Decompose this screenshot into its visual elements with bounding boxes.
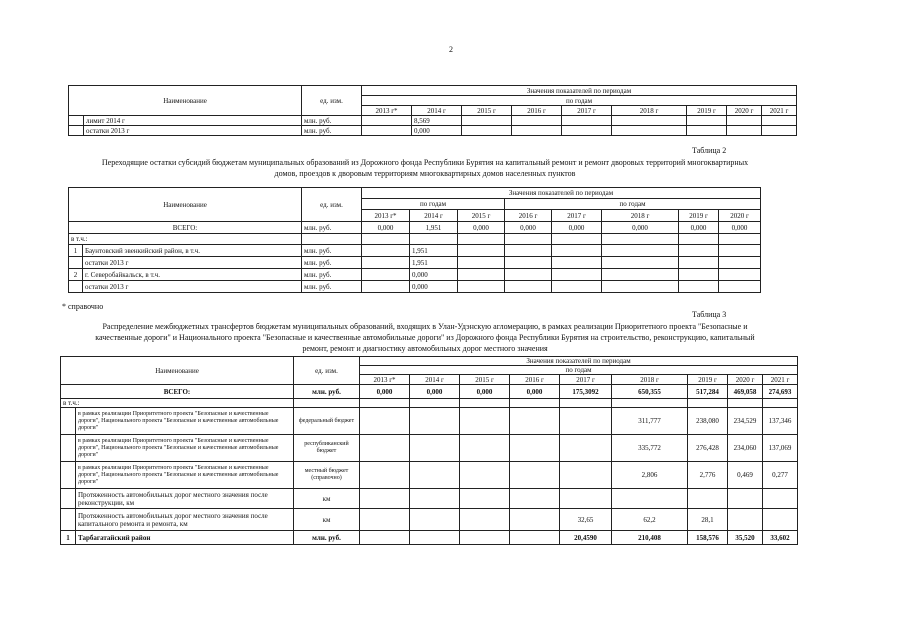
row-num bbox=[69, 281, 83, 293]
row-value bbox=[763, 509, 798, 531]
col-header-values: Значения показателей по периодам bbox=[362, 86, 797, 96]
row-value: 2,806 bbox=[612, 462, 688, 489]
row-value bbox=[560, 489, 612, 509]
row-value: 0,000 bbox=[410, 385, 460, 399]
row-unit: федеральный бюджет bbox=[294, 408, 360, 435]
row-value: 276,428 bbox=[688, 435, 728, 462]
row-value: 517,284 bbox=[688, 385, 728, 399]
year-header: 2017 г bbox=[562, 106, 612, 116]
year-header: 2019 г bbox=[687, 106, 727, 116]
row-value: 0,000 bbox=[410, 281, 458, 293]
col-header-values: Значения показателей по периодам bbox=[362, 188, 761, 199]
year-header: 2015 г bbox=[460, 375, 510, 385]
total-row bbox=[61, 385, 798, 399]
row-unit: км bbox=[294, 489, 360, 509]
row-unit: млн. руб. bbox=[294, 531, 360, 545]
district-row bbox=[61, 531, 798, 545]
col-header-by-years: по годам bbox=[505, 199, 761, 210]
row-value bbox=[410, 408, 460, 435]
year-header: 2016 г bbox=[510, 375, 560, 385]
row-value bbox=[560, 408, 612, 435]
year-header: 2020 г bbox=[727, 106, 762, 116]
row-value bbox=[360, 509, 410, 531]
row-unit: млн. руб. bbox=[302, 257, 362, 269]
incl-row bbox=[61, 399, 798, 408]
row-name: Протяженность автомобильных дорог местного значения после капитального ремонта и ремонта, км bbox=[76, 509, 294, 531]
table-2-label: Таблица 2 bbox=[692, 146, 727, 155]
row-value: 0,000 bbox=[362, 222, 410, 234]
row-name: остатки 2013 г bbox=[84, 126, 302, 136]
row-unit: млн. руб. bbox=[302, 269, 362, 281]
row-name: Протяженность автомобильных дорог местного значения после реконструкции, км bbox=[76, 489, 294, 509]
row-value: 0,000 bbox=[510, 385, 560, 399]
row-value bbox=[728, 489, 763, 509]
table-row bbox=[61, 435, 798, 462]
row-unit: млн. руб. bbox=[302, 116, 362, 126]
year-header: 2013 г* bbox=[362, 106, 412, 116]
col-header-unit: ед. изм. bbox=[302, 86, 362, 116]
row-value: 1,951 bbox=[410, 257, 458, 269]
col-header-by-years: по годам bbox=[362, 199, 505, 210]
col-header-by-years: по годам bbox=[362, 96, 797, 106]
row-num bbox=[69, 257, 83, 269]
row-value: 33,602 bbox=[763, 531, 798, 545]
row-value bbox=[410, 509, 460, 531]
row-value: 238,080 bbox=[688, 408, 728, 435]
year-header: 2017 г bbox=[560, 375, 612, 385]
year-header: 2018 г bbox=[602, 210, 679, 222]
row-value bbox=[410, 435, 460, 462]
row-value: 0,000 bbox=[505, 222, 552, 234]
table-row bbox=[61, 462, 798, 489]
table-row bbox=[69, 116, 797, 126]
year-header: 2020 г bbox=[728, 375, 763, 385]
page-number: 2 bbox=[449, 45, 453, 54]
row-value: 0,469 bbox=[728, 462, 763, 489]
row-value: 650,355 bbox=[612, 385, 688, 399]
year-header: 2013 г* bbox=[362, 210, 410, 222]
col-header-unit: ед. изм. bbox=[302, 188, 362, 222]
table-2-title: Переходящие остатки субсидий бюджетам муниципальных образований из Дорожного фонда Республики Бурятия на капитальный ремонт и ремонт дворовых территорий многоквартирных домов, проездов к дворовым территориям многоквартирных домов населенных пунктов bbox=[101, 158, 749, 178]
row-unit: млн. руб. bbox=[302, 245, 362, 257]
table-row bbox=[69, 257, 761, 269]
row-value: 62,2 bbox=[612, 509, 688, 531]
table-row bbox=[69, 245, 761, 257]
table-row bbox=[61, 489, 798, 509]
row-value bbox=[560, 435, 612, 462]
row-name: остатки 2013 г bbox=[83, 281, 302, 293]
row-value bbox=[510, 435, 560, 462]
incl-label: в т.ч.: bbox=[61, 399, 294, 408]
year-header: 2017 г bbox=[552, 210, 602, 222]
col-header-name: Наименование bbox=[61, 357, 294, 385]
row-unit: местный бюджет (справочно) bbox=[294, 462, 360, 489]
row-value bbox=[460, 408, 510, 435]
row-value: 137,346 bbox=[763, 408, 798, 435]
year-header: 2015 г bbox=[462, 106, 512, 116]
row-value bbox=[360, 462, 410, 489]
row-num: 1 bbox=[69, 245, 83, 257]
row-unit: млн. руб. bbox=[302, 281, 362, 293]
row-num: 1 bbox=[61, 531, 76, 545]
row-value bbox=[410, 489, 460, 509]
row-name: Тарбагатайский район bbox=[76, 531, 294, 545]
row-value: 175,3092 bbox=[560, 385, 612, 399]
row-unit: республиканский бюджет bbox=[294, 435, 360, 462]
year-header: 2015 г bbox=[458, 210, 505, 222]
table-row bbox=[69, 126, 797, 136]
year-header: 2018 г bbox=[612, 375, 688, 385]
row-value: 32,65 bbox=[560, 509, 612, 531]
table-row bbox=[69, 281, 761, 293]
col-header-unit: ед. изм. bbox=[294, 357, 360, 385]
row-name: в рамках реализации Приоритетного проекта "Безопасные и качественные дороги", Национального проекта "Безопасные и качественные автомобильные дороги" bbox=[76, 462, 294, 489]
year-header: 2019 г bbox=[679, 210, 719, 222]
year-header: 2018 г bbox=[612, 106, 687, 116]
year-header: 2021 г bbox=[763, 375, 798, 385]
row-value: 469,058 bbox=[728, 385, 763, 399]
row-name: в рамках реализации Приоритетного проекта "Безопасные и качественные дороги", Национального проекта "Безопасные и качественные автомобильные дороги" bbox=[76, 435, 294, 462]
row-value: 2,776 bbox=[688, 462, 728, 489]
row-value: 274,693 bbox=[763, 385, 798, 399]
row-num: 2 bbox=[69, 269, 83, 281]
row-value bbox=[360, 489, 410, 509]
row-value bbox=[510, 509, 560, 531]
row-name: в рамках реализации Приоритетного проекта "Безопасные и качественные дороги", Национального проекта "Безопасные и качественные автомобильные дороги" bbox=[76, 408, 294, 435]
row-value bbox=[460, 489, 510, 509]
row-value: 20,4590 bbox=[560, 531, 612, 545]
footnote: * справочно bbox=[62, 302, 104, 311]
row-value: 210,408 bbox=[612, 531, 688, 545]
row-value: 35,520 bbox=[728, 531, 763, 545]
row-name: ВСЕГО: bbox=[69, 222, 302, 234]
row-unit: млн. руб. bbox=[302, 222, 362, 234]
row-value bbox=[360, 435, 410, 462]
row-value bbox=[460, 462, 510, 489]
row-value: 0,000 bbox=[602, 222, 679, 234]
row-unit: млн. руб. bbox=[302, 126, 362, 136]
total-row bbox=[69, 222, 761, 234]
incl-label: в т.ч.: bbox=[69, 234, 302, 245]
year-header: 2014 г bbox=[410, 375, 460, 385]
table-row bbox=[61, 408, 798, 435]
row-value: 0,000 bbox=[719, 222, 761, 234]
row-name: г. Северобайкальск, в т.ч. bbox=[83, 269, 302, 281]
row-value bbox=[410, 531, 460, 545]
row-name: Баунтовский эвенкийский район, в т.ч. bbox=[83, 245, 302, 257]
row-value: 137,069 bbox=[763, 435, 798, 462]
table-3-label: Таблица 3 bbox=[692, 310, 727, 319]
row-value: 0,000 bbox=[460, 385, 510, 399]
row-value bbox=[510, 531, 560, 545]
table-2 bbox=[68, 187, 761, 293]
row-value bbox=[688, 489, 728, 509]
row-value: 0,000 bbox=[458, 222, 505, 234]
row-unit: млн. руб. bbox=[294, 385, 360, 399]
row-value: 1,951 bbox=[410, 245, 458, 257]
row-value bbox=[612, 489, 688, 509]
table-row bbox=[69, 269, 761, 281]
row-value bbox=[510, 489, 560, 509]
row-value: 28,1 bbox=[688, 509, 728, 531]
table-row bbox=[61, 509, 798, 531]
row-value: 0,000 bbox=[412, 126, 462, 136]
row-value: 0,000 bbox=[679, 222, 719, 234]
row-value: 8,569 bbox=[412, 116, 462, 126]
row-name: лимит 2014 г bbox=[84, 116, 302, 126]
row-value bbox=[360, 531, 410, 545]
incl-row bbox=[69, 234, 761, 245]
row-value: 158,576 bbox=[688, 531, 728, 545]
year-header: 2016 г bbox=[512, 106, 562, 116]
row-value: 335,772 bbox=[612, 435, 688, 462]
row-name: остатки 2013 г bbox=[83, 257, 302, 269]
row-value bbox=[460, 531, 510, 545]
row-value bbox=[728, 509, 763, 531]
row-value bbox=[510, 462, 560, 489]
row-value bbox=[510, 408, 560, 435]
row-value bbox=[410, 462, 460, 489]
col-header-name: Наименование bbox=[69, 188, 302, 222]
row-value: 0,000 bbox=[410, 269, 458, 281]
row-unit: км bbox=[294, 509, 360, 531]
year-header: 2016 г bbox=[505, 210, 552, 222]
row-value: 0,000 bbox=[552, 222, 602, 234]
col-header-values: Значения показателей по периодам bbox=[360, 357, 798, 366]
year-header: 2014 г bbox=[410, 210, 458, 222]
col-header-name: Наименование bbox=[69, 86, 302, 116]
row-value bbox=[460, 509, 510, 531]
row-value: 234,529 bbox=[728, 408, 763, 435]
row-value: 0,277 bbox=[763, 462, 798, 489]
year-header: 2019 г bbox=[688, 375, 728, 385]
row-value: 234,060 bbox=[728, 435, 763, 462]
year-header: 2021 г bbox=[762, 106, 797, 116]
row-value bbox=[360, 408, 410, 435]
row-name: ВСЕГО: bbox=[61, 385, 294, 399]
row-value: 1,951 bbox=[410, 222, 458, 234]
year-header: 2020 г bbox=[719, 210, 761, 222]
row-value: 0,000 bbox=[360, 385, 410, 399]
year-header: 2014 г bbox=[412, 106, 462, 116]
col-header-by-years: по годам bbox=[360, 366, 798, 375]
row-value bbox=[460, 435, 510, 462]
year-header: 2013 г* bbox=[360, 375, 410, 385]
row-value bbox=[763, 489, 798, 509]
row-value: 311,777 bbox=[612, 408, 688, 435]
row-value bbox=[560, 462, 612, 489]
table-1 bbox=[68, 85, 797, 136]
table-3-title: Распределение межбюджетных трансфертов бюджетам муниципальных образований, входящих в Улан-Удэнскую агломерацию, в рамках реализации Приоритетного проекта "Безопасные и качественные дороги" и Национального проекта "Безопасные и качественные автомобильные дороги" из Дорожного фонда Республики Бурятия на строительство, реконструкцию, капитальный ремонт, ремонт и диагностику автомобильных дорог местного значения bbox=[95, 322, 755, 353]
table-3 bbox=[60, 356, 798, 545]
